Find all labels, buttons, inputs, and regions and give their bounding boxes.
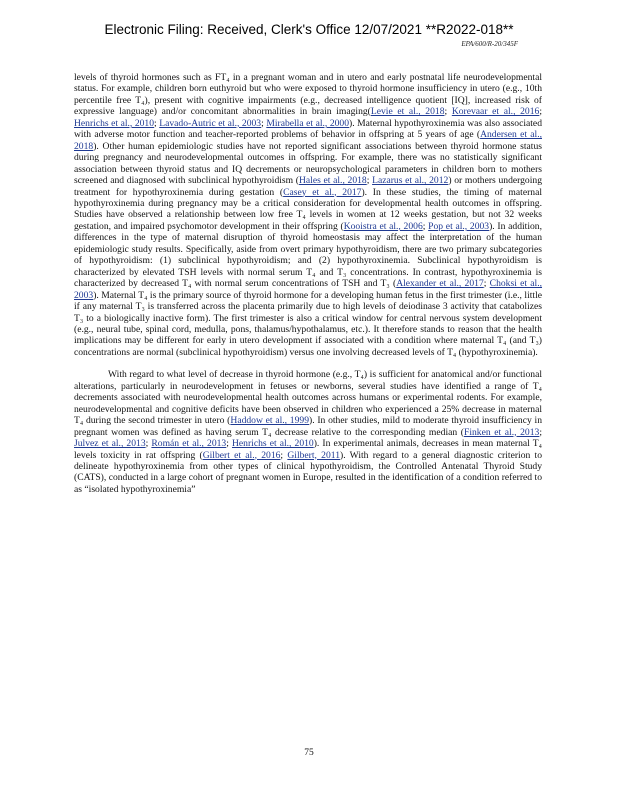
citation-link[interactable]: Henrichs et al., 2010 xyxy=(74,117,155,129)
citation-link[interactable]: Alexander et al., 2017 xyxy=(396,278,484,290)
citation-link[interactable]: Gilbert, 2011 xyxy=(287,449,340,461)
paragraph-2 xyxy=(74,369,542,495)
document-body xyxy=(74,72,542,495)
citation-link[interactable]: Gilbert et al., 2016 xyxy=(202,449,281,461)
text-run: ). Maternal T₄ is the primary source of thyroid hormone for a developing human fetus in the first trimester (i.e., little if any maternal T₃ is transferred across the placenta primarily due to high levels of deiodinase 3 activity that catabolizes T₃ to a biologically inactive form). The first trimester is also a critical window for central nervous system development (e.g., neural tube, spinal cord, medulla, pons, thalamus/hypothalamus, etc.). It therefore stands to reason that the health implications may be different for early in utero development if associated with a condition where maternal T₄ (and T₃) concentrations are normal (subclinical hypothyroidism) versus one involving decreased levels of T₄ (hypothyroxinemia). xyxy=(74,289,542,358)
citation-link[interactable]: Pop et al., 2003 xyxy=(428,220,490,232)
separator: ; xyxy=(154,117,160,129)
citation-link[interactable]: Lazarus et al., 2012 xyxy=(372,175,449,187)
citation-link[interactable]: Julvez et al., 2013 xyxy=(74,438,146,450)
text-run: ). In experimental animals, decreases in mean maternal T₄ levels toxicity in rat offspring ( xyxy=(74,438,542,461)
citation-link[interactable]: Levie et al., 2018 xyxy=(370,106,445,118)
citation-link[interactable]: Choksi et al., 2003 xyxy=(74,278,543,301)
citation-link[interactable]: Andersen et al., 2018 xyxy=(74,129,542,152)
separator: ; xyxy=(539,426,542,438)
citation-link[interactable]: Mirabella et al., 2000 xyxy=(266,117,350,129)
citation-link[interactable]: Kooistra et al., 2006 xyxy=(343,220,423,232)
text-run: ). With regard to a general diagnostic criterion to delineate hypothyroxinemia from other types of clinical hypothyroidism, the Controlled Antenatal Thyroid Study (CATS), conducted in a large cohort of pregnant women in Europe, resulted in the identification of a condition referred to as “isolated hypothyroxinemia” xyxy=(74,449,542,495)
text-run: ) or mothers undergoing treatment for hypothyroxinemia during gestation ( xyxy=(74,175,542,198)
citation-link[interactable]: Casey et al., 2017 xyxy=(283,186,362,198)
citation-link[interactable]: Román et al., 2013 xyxy=(151,438,227,450)
text-run: ). Other human epidemiologic studies have not reported significant associations between thyroid hormone status during pregnancy and neurodevelopmental outcomes in offspring. For example, there was no statistically significant association between thyroid status and IQ decrements or neuropsychological parameters in children born to mothers screened and diagnosed with subclinical hypothyroidism ( xyxy=(74,140,542,187)
separator: ; xyxy=(226,438,232,450)
separator: ; xyxy=(261,117,267,129)
separator: ; xyxy=(366,175,373,187)
paragraph-1 xyxy=(74,72,542,358)
separator: ; xyxy=(145,438,152,450)
text-run: With regard to what level of decrease in thyroid hormone (e.g., T₄) is sufficient for anatomical and/or functional alterations, particularly in neurodevelopment in fetuses or newborns, several studies have identified a range of T₄ decrements associated with neurodevelopmental health outcomes across humans or experimental rodents. For example, neurodevelopmental and cognitive deficits have been observed in children who experienced a 25% decrease in maternal T₄ during the second trimester in utero ( xyxy=(74,369,542,427)
separator: ; xyxy=(539,106,542,118)
text-run: ). In addition, differences in the type of maternal disruption of thyroid homeostasis may affect the interpretation of the human epidemiologic study results. Specifically, aside from overt primary hypothyroidism, there are two primary subcategories of hypothyroidism: (1) subclinical hypothyroidism; and (2) hypothyroxinemia. Subclinical hypothyroidism is characterized by elevated TSH levels with normal serum T₄ and T₃ concentrations. In contrast, hypothyroxinemia is characterized by decreased T₄ with normal serum concentrations of TSH and T₃ ( xyxy=(74,220,542,290)
text-run: ). In other studies, mild to moderate thyroid insufficiency in pregnant women was defined as having serum T₄ decrease relative to the corresponding median ( xyxy=(74,415,542,438)
citation-link[interactable]: Finken et al., 2013 xyxy=(463,426,540,438)
citation-link[interactable]: Lavado-Autric et al., 2003 xyxy=(159,117,262,129)
separator: ; xyxy=(444,106,452,118)
text-run: ). In these studies, the timing of maternal hypothyroxinemia during pregnancy may be a critical consideration for developmental health outcomes in offspring. Studies have observed a relationship between low free T₄ levels in women at 12 weeks gestation, but not 32 weeks gestation, and impaired psychomotor development in their offspring ( xyxy=(74,186,542,232)
citation-link[interactable]: Henrichs et al., 2010 xyxy=(231,438,314,450)
text-run: ). Maternal hypothyroxinemia was also associated with adverse motor function and teacher-reported problems of behavior in offspring at 5 years of age ( xyxy=(74,117,542,141)
citation-link[interactable]: Haddow et al., 1999 xyxy=(230,415,309,427)
text-run: levels of thyroid hormones such as FT₄ in a pregnant woman and in utero and early postnatal life neurodevelopmental status. For example, children born euthyroid but who were exposed to thyroid hormone insufficiency in utero (e.g., 10th percentile free T₄), present with cognitive impairments (e.g., decreased intelligence quotient [IQ], increased risk of expressive language) and/or concomitant abnormalities in brain imaging( xyxy=(74,72,542,118)
citation-link[interactable]: Hales et al., 2018 xyxy=(298,175,367,187)
filing-header: Electronic Filing: Received, Clerk's Office 12/07/2021 **R2022-018** xyxy=(104,22,514,37)
separator: ; xyxy=(280,449,288,461)
separator: ; xyxy=(422,220,429,232)
citation-link[interactable]: Korevaar et al., 2016 xyxy=(451,106,540,118)
page-number: 75 xyxy=(304,748,314,758)
separator: ; xyxy=(483,278,490,290)
document-id: EPA/600/R-20/345F xyxy=(461,40,518,48)
